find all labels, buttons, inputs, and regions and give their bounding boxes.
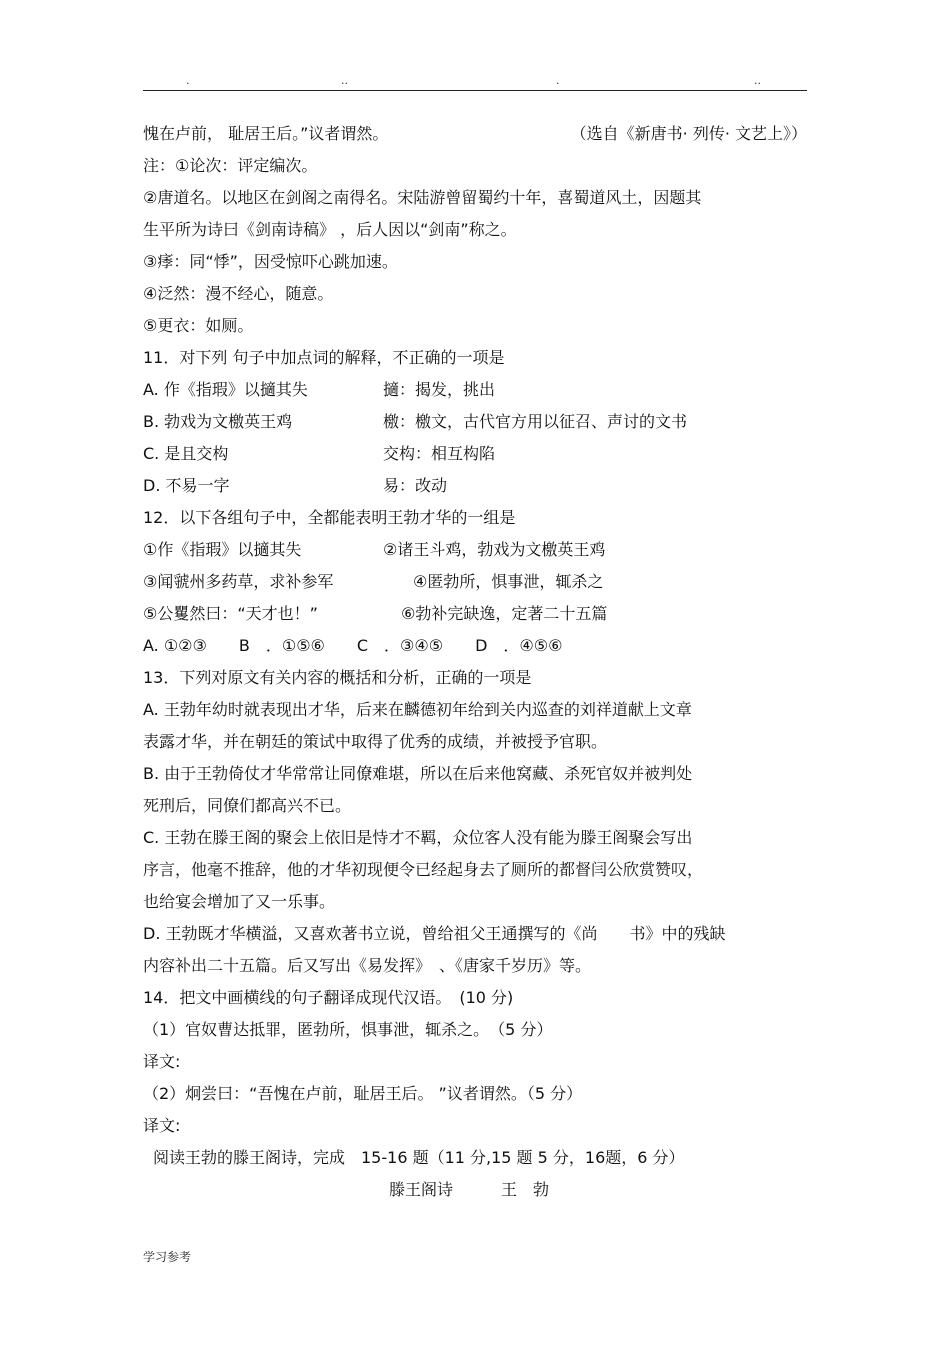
- q13-option-d-line-2: 内容补出二十五篇。后又写出《易发挥》 、《唐家千岁历》等。: [143, 956, 592, 975]
- q14-part-1: （1）官奴曹达抵罪，匿勃所，惧事泄，辄杀之。 （5 分）: [143, 1020, 553, 1039]
- q11-option-d: [143, 470, 807, 502]
- q11-option-a: [143, 374, 807, 406]
- q11-option-c-text: C. 是且交构: [143, 444, 229, 463]
- question-11: 11．对下列 句子中加点词的解释，不正确的一项是: [143, 348, 505, 367]
- note-4: ④泛然：漫不经心，随意。: [143, 284, 334, 303]
- passage-end-line: [143, 118, 807, 150]
- q14-part-1-translation-label: 译文:: [143, 1052, 181, 1071]
- q13-option-c-line-3: 也给宴会增加了又一乐事。: [143, 892, 336, 911]
- q12-sentence-1: ①作《指瑕》以擿其失: [143, 540, 302, 559]
- q13-option-b-line-1: B. 由于王勃倚仗才华常常让同僚难堪，所以在后来他窝藏、杀死官奴并被判处: [143, 764, 693, 783]
- document-body: [143, 118, 807, 1206]
- q12-sentence-6: ⑥勃补完缺逸，定著二十五篇: [401, 604, 608, 623]
- q11-option-b-explanation: 檄：檄文，古代官方用以征召、声讨的文书: [383, 412, 688, 431]
- q13-option-a-line-1: A. 王勃年幼时就表现出才华，后来在麟德初年给到关内巡查的刘祥道献上文章: [143, 700, 692, 719]
- q13-option-b-line-2: 死刑后，同僚们都高兴不已。: [143, 796, 352, 815]
- q13-option-c-line-2: 序言，他毫不推辞，他的才华初现便令已经起身去了厕所的都督闫公欣赏赞叹，: [143, 860, 704, 879]
- q11-option-d-explanation: 易：改动: [383, 476, 448, 495]
- page-header-marks: [0, 74, 950, 88]
- reading-instruction: 阅读王勃的滕王阁诗，完成 15-16 题（11 分,15 题 5 分，16题，6 分）: [153, 1148, 685, 1167]
- q11-option-d-text: D. 不易一字: [143, 476, 230, 495]
- q11-option-b: [143, 406, 807, 438]
- q13-option-c-line-1: C. 王勃在滕王阁的聚会上依旧是恃才不羁，众位客人没有能为滕王阁聚会写出: [143, 828, 693, 847]
- question-14: 14．把文中画横线的句子翻译成现代汉语。 (10 分): [143, 988, 514, 1007]
- note-5: ⑤更衣：如厕。: [143, 316, 254, 335]
- header-mark: ..: [754, 74, 761, 87]
- header-rule: [143, 90, 807, 91]
- q12-options: A. ①②③ B ．①⑤⑥ C ．③④⑤ D ．④⑤⑥: [143, 636, 563, 655]
- q14-part-2: （2）炯尝曰：“吾愧在卢前，耻居王后。 ”议者谓然。（5 分）: [143, 1084, 583, 1103]
- q12-sentence-2: ②诸王斗鸡，勃戏为文檄英王鸡: [383, 540, 606, 559]
- header-mark: .: [556, 74, 560, 87]
- header-mark: .: [186, 74, 190, 87]
- note-2-line-2: 生平所为诗曰《剑南诗稿》 ，后人因以“剑南”称之。: [143, 220, 517, 239]
- poem-title: 滕王阁诗 王 勃: [389, 1180, 550, 1199]
- q12-sentence-row-3: [143, 598, 807, 630]
- q13-option-a-line-2: 表露才华，并在朝廷的策试中取得了优秀的成绩，并被授予官职。: [143, 732, 608, 751]
- q11-option-b-text: B. 勃戏为文檄英王鸡: [143, 412, 293, 431]
- q11-option-c-explanation: 交构：相互构陷: [383, 444, 496, 463]
- q13-option-d-line-1: D. 王勃既才华横溢，又喜欢著书立说，曾给祖父王通撰写的《尚 书》中的残缺: [143, 924, 726, 943]
- passage-source: （选自《新唐书· 列传· 文艺上》）: [570, 124, 807, 143]
- note-2-line-1: ②唐道名。以地区在剑阁之南得名。宋陆游曾留蜀约十年，喜蜀道风土，因题其: [143, 188, 702, 207]
- question-12: 12．以下各组句子中，全都能表明王勃才华的一组是: [143, 508, 516, 527]
- q12-sentence-4: ④匿勃所，惧事泄，辄杀之: [413, 572, 604, 591]
- passage-text: 愧在卢前， 耻居王后。”议者谓然。: [143, 124, 389, 143]
- page-footer: 学习参考: [143, 1250, 192, 1264]
- q11-option-a-text: A. 作《指瑕》以擿其失: [143, 380, 308, 399]
- note-1: 注：①论次：评定编次。: [143, 156, 318, 175]
- q11-option-a-explanation: 擿：揭发，挑出: [383, 380, 496, 399]
- header-mark: ..: [341, 74, 348, 87]
- question-13: 13．下列对原文有关内容的概括和分析，正确的一项是: [143, 668, 532, 687]
- note-3: ③痵：同“悸”，因受惊吓心跳加速。: [143, 252, 398, 271]
- q12-sentence-row-1: [143, 534, 807, 566]
- q12-sentence-3: ③闻虢州多药草，求补参军: [143, 572, 334, 591]
- q14-part-2-translation-label: 译文:: [143, 1116, 181, 1135]
- q12-sentence-row-2: [143, 566, 807, 598]
- q11-option-c: [143, 438, 807, 470]
- q12-sentence-5: ⑤公矍然曰：“天才也！”: [143, 604, 318, 623]
